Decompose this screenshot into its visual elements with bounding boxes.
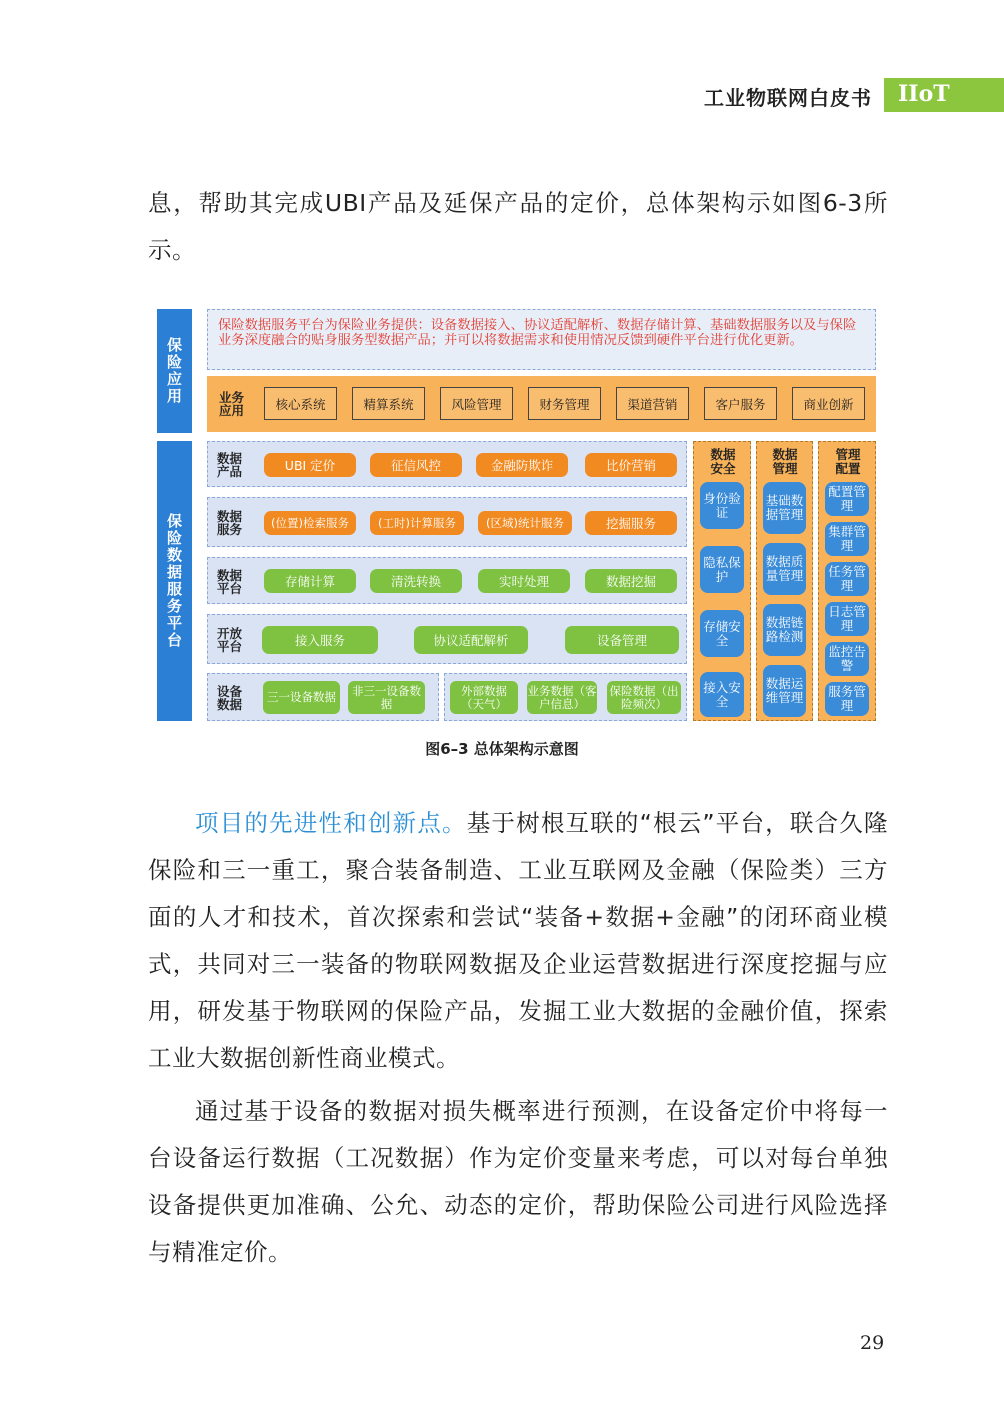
- row-label: 开放平台: [217, 626, 243, 654]
- row-external-data: [444, 673, 687, 721]
- row-open-platform: [207, 614, 687, 664]
- pill-item: 金融防欺诈: [476, 453, 568, 477]
- col-item: 监控告警: [825, 642, 869, 676]
- pill-item: (区域)统计服务: [478, 511, 572, 535]
- header-badge: IIoT: [884, 78, 1004, 112]
- row-label: 数据服务: [217, 509, 243, 537]
- business-app-bar: [207, 376, 876, 432]
- col-data-security: [693, 441, 751, 721]
- pill-item: 实时处理: [478, 569, 570, 593]
- figure-caption: 图6–3 总体架构示意图: [425, 740, 579, 758]
- col-title: 管理配置: [835, 447, 861, 476]
- pill-item: 征信风控: [370, 453, 462, 477]
- row-label: 数据平台: [217, 568, 243, 596]
- col-item: 数据质量管理: [763, 543, 806, 595]
- biz-item: 财务管理: [528, 387, 601, 420]
- row-label: 数据产品: [217, 451, 243, 479]
- pill-item: 协议适配解析: [414, 626, 528, 654]
- platform-description: 保险数据服务平台为保险业务提供：设备数据接入、协议适配解析、数据存储计算、基础数据服务以及与保险业务深度融合的贴身服务型数据产品；并可以将数据需求和使用情况反馈到硬件平台进行优化更新。: [207, 309, 876, 370]
- device-data-item: 三一设备数据: [263, 681, 340, 714]
- col-item: 接入安全: [700, 672, 744, 717]
- row-data-products: [207, 441, 687, 487]
- row-label: 设备数据: [217, 684, 243, 712]
- pill-item: 挖掘服务: [585, 511, 677, 535]
- pill-item: 接入服务: [262, 626, 378, 654]
- paragraph-innovation: [148, 800, 888, 1082]
- side-label-insurance-app: 保险应用: [157, 309, 192, 433]
- col-item: 配置管理: [825, 482, 869, 516]
- device-data-item: 保险数据（出险频次）: [607, 681, 681, 714]
- pill-item: 存储计算: [264, 569, 356, 593]
- col-item: 身份验证: [700, 482, 744, 529]
- device-data-item: 外部数据（天气）: [450, 681, 518, 714]
- paragraph-pricing: 通过基于设备的数据对损失概率进行预测，在设备定价中将每一台设备运行数据（工况数据）作为定价变量来考虑，可以对每台单独设备提供更加准确、公允、动态的定价，帮助保险公司进行风险选择与精准定价。: [148, 1097, 888, 1266]
- col-item: 任务管理: [825, 562, 869, 596]
- business-app-label: 业务应用: [219, 390, 245, 418]
- paragraph-highlight: 项目的先进性和创新点。: [195, 809, 467, 837]
- col-title: 数据安全: [710, 447, 736, 476]
- pill-item: 设备管理: [565, 626, 679, 654]
- row-data-services: [207, 497, 687, 547]
- col-item: 存储安全: [700, 610, 744, 657]
- col-item: 集群管理: [825, 522, 869, 556]
- col-management-config: [818, 441, 876, 721]
- col-item: 服务管理: [825, 682, 869, 716]
- biz-item: 核心系统: [264, 387, 337, 420]
- col-item: 数据链路检测: [763, 604, 806, 656]
- pill-item: UBI 定价: [264, 453, 356, 477]
- pill-item: 清洗转换: [370, 569, 462, 593]
- biz-item: 渠道营销: [616, 387, 689, 420]
- paragraph-body: 基于树根互联的“根云”平台，联合久隆保险和三一重工，聚合装备制造、工业互联网及金融（保险类）三方面的人才和技术，首次探索和尝试“装备+数据+金融”的闭环商业模式，共同对三一装备的物联网数据及企业运营数据进行深度挖掘与应用，研发基于物联网的保险产品，发掘工业大数据的金融价值，探索工业大数据创新性商业模式。: [148, 809, 888, 1072]
- col-item: 数据运维管理: [763, 665, 806, 717]
- device-data-item: 业务数据（客户信息）: [527, 681, 597, 714]
- col-title: 数据管理: [772, 447, 798, 476]
- header-title: 工业物联网白皮书: [704, 86, 872, 110]
- side-label-data-platform: 保险数据服务平台: [157, 441, 192, 721]
- pill-item: 比价营销: [585, 453, 677, 477]
- page-number: 29: [860, 1332, 885, 1354]
- device-data-item: 非三一设备数据: [348, 681, 425, 714]
- biz-item: 风险管理: [440, 387, 513, 420]
- pill-item: 数据挖掘: [585, 569, 677, 593]
- row-data-platform: [207, 557, 687, 604]
- col-item: 隐私保护: [700, 546, 744, 593]
- col-item: 基础数据管理: [763, 482, 806, 534]
- col-data-management: [756, 441, 813, 721]
- biz-item: 客户服务: [704, 387, 777, 420]
- col-item: 日志管理: [825, 602, 869, 636]
- pill-item: (工时)计算服务: [370, 511, 464, 535]
- biz-item: 精算系统: [352, 387, 425, 420]
- pill-item: (位置)检索服务: [264, 511, 356, 535]
- row-device-data: [207, 673, 439, 721]
- paragraph-intro: 息，帮助其完成UBI产品及延保产品的定价，总体架构示如图6-3所示。: [148, 189, 888, 264]
- biz-item: 商业创新: [792, 387, 865, 420]
